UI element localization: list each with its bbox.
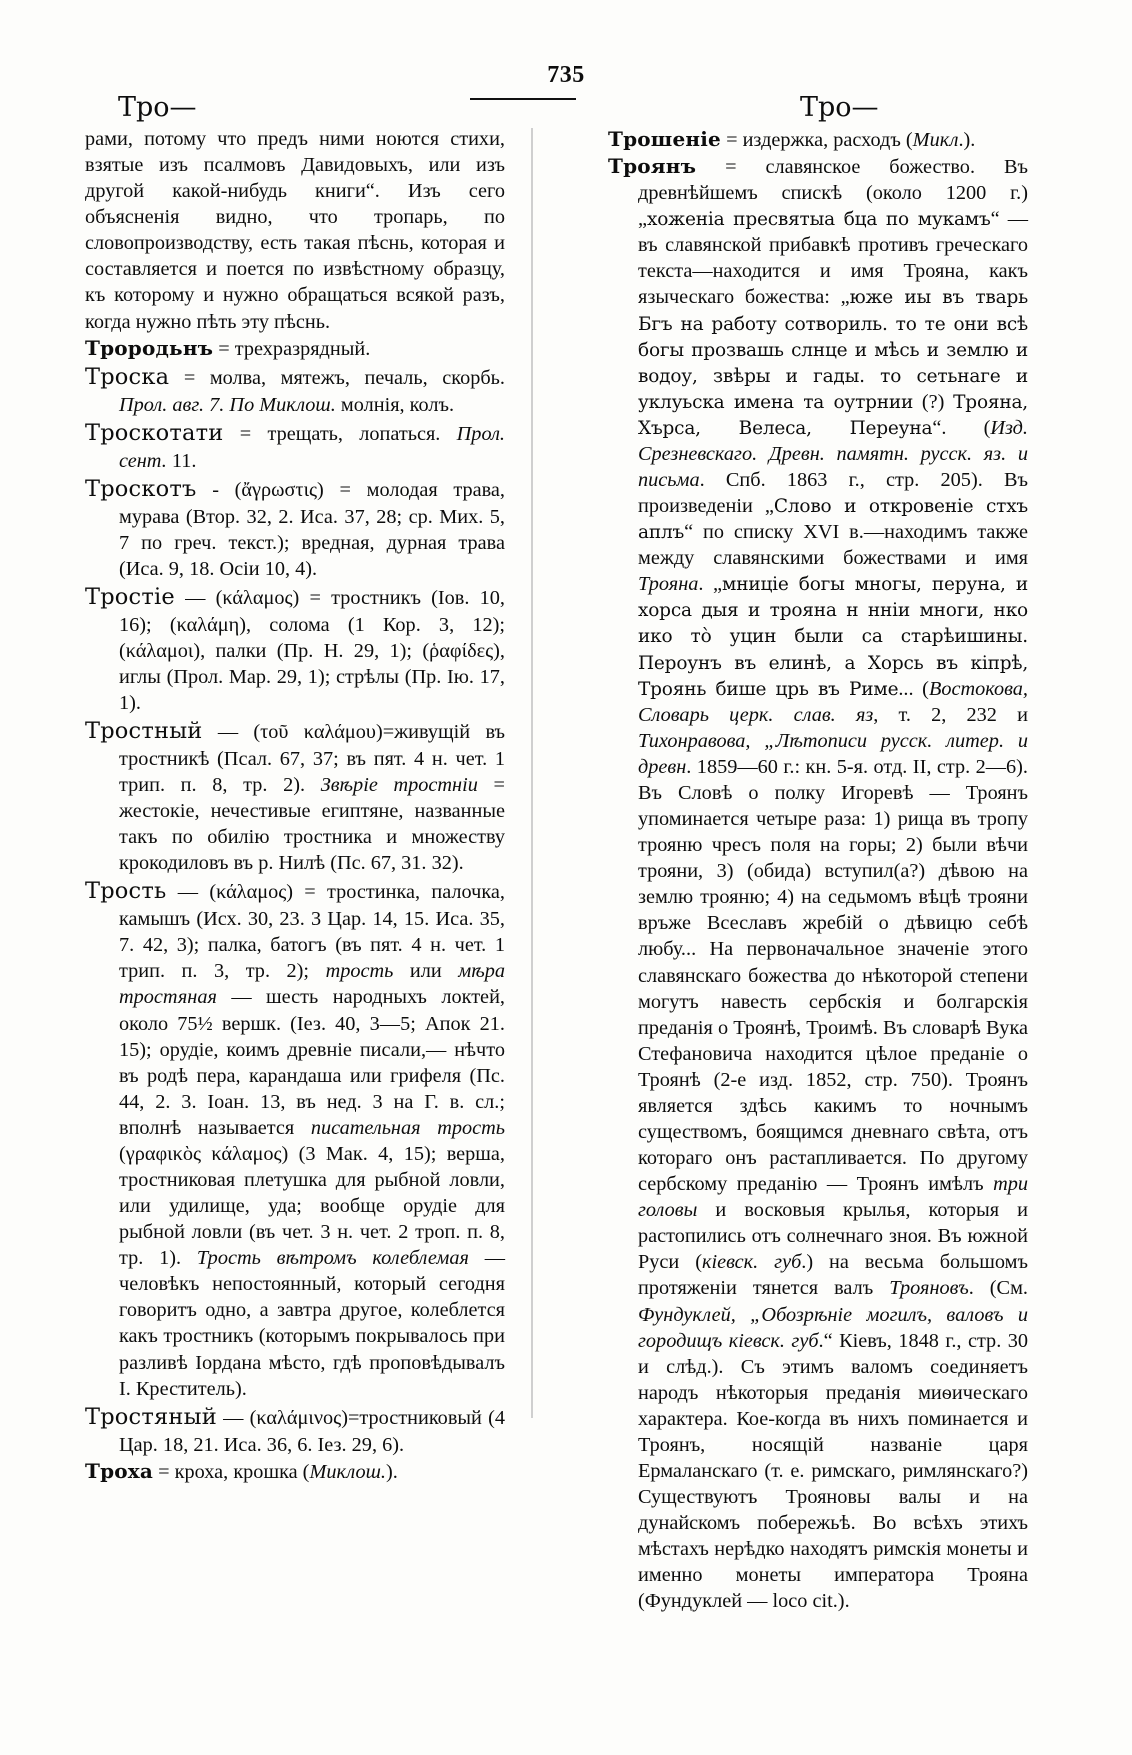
definition-tail: молнія, колъ. — [335, 393, 455, 416]
headword: Троскотъ — [85, 475, 197, 502]
left-column — [85, 126, 505, 1485]
mid-8: . 1859—60 г.: кн. 5-я. отд. II, стр. 2—6). Въ Словѣ о полку Игоревѣ — Троянъ упоминается четыре раза: 1) рища въ тропу трояню чресъ поля на горы; 2) были вѣчи трояни, 3) (обида) вступил(а?) дѣвою на землю трояню; 4) на седьмомъ вѣцѣ трояни връже Всеславъ жребій о дѣвицю себѣ любу... На первоначальное значеніе этого славянскаго божества до нѣкоторой степени могутъ навесть сербскія и болгарскія преданія о Троянѣ, Троимѣ. Въ словарѣ Вука Стефановича находится цѣлое преданіе о Троянѣ (2-е изд. 1852, стр. 750). Троянъ является здѣсь какимъ то ночнымъ существомъ, боящимся дневнаго свѣта, отъ котораго онъ растапливается. По другому сербскому преданію — Троянъ имѣлъ — [638, 755, 1028, 1196]
entry-troskot — [85, 475, 505, 582]
entry-trostny — [85, 717, 505, 876]
mid-4: “ по списку XVI в.—находимъ также между славянскими божествами и имя — [638, 521, 1028, 570]
definition-tail: ). — [386, 1460, 398, 1483]
entry-troskotati — [85, 419, 505, 474]
column-divider — [531, 128, 533, 1418]
headword: Тростіе — [85, 583, 175, 610]
headword: Троянъ — [608, 154, 697, 179]
definition-tail-1: — шесть народныхъ локтей, около 75½ вершк. (Іез. 40, 3—5; Апок 21. 15); орудіе, коимъ древніе писали,— нѣчто въ родѣ пера, карандаша или грифеля (Пс. 44, 2. 3. Іоан. 13, въ нед. 3 на Г. в. сл.; вполнѣ называется — [119, 986, 505, 1139]
slavonic-quote-2: юже иы въ тварь Бгъ на работу сотвориль. то те они всѣ богы прозвашь слнце и мѣсь и землю и водоу, звѣры и гады. то сетьнаге и уклуьска имена та оутрнии — [638, 287, 1028, 413]
citation: Миклош. — [309, 1460, 386, 1483]
mid-5: . „ — [698, 573, 723, 596]
mid-2: (?) — [913, 390, 954, 413]
definition-tail: . Спб. 1863 г., стр. 205). Въ произведеніи „ — [638, 469, 1028, 518]
headword: Трость — [85, 878, 167, 905]
headword: Трошеніе — [608, 127, 721, 151]
definition-tail-3: — человѣкъ непостоянный, который сегодня говоритъ одно, а завтра другое, колеблется какъ тростникъ (которымъ покрывалось при разливѣ Іордана мѣсто, гдѣ проповѣдывалъ І. Креститель). — [119, 1247, 505, 1400]
mid-9: и восковыя крылья, которыя и растопились отъ солнечнаго зноя. Въ южной Руси ( — [638, 1199, 1028, 1274]
citation: Прол. авг. 7. По Миклош. — [119, 393, 336, 416]
running-head-left: Тро— — [118, 92, 197, 123]
name-troyanov: Трояновъ — [889, 1277, 969, 1300]
mid-1: или — [393, 960, 459, 983]
header-rule — [470, 98, 576, 100]
entry-troshenie — [608, 127, 1028, 153]
definition: = кроха, крошка ( — [153, 1460, 310, 1483]
definition: — (κάλαμος) = тростинка, палочка, камышъ (Исх. 30, 23. 3 Цар. 14, 15. Иса. 35, 7. 42, 3); палка, батогъ (въ пят. 4 н. чет. 1 трип. п. 3, тр. 2); — [119, 881, 505, 983]
phrase-1: трость — [325, 960, 394, 983]
paragraph-continuation: рами, потому что предъ ними ноются стихи, взятые изъ псалмовъ Давидовыхъ, или изъ другой какой-нибудь книги“. Изъ сего объясненія видно, что тропарь, по словопроизводству, есть такая пѣснь, которая и составляется и поется по извѣстному образцу, къ которому и нужно обращаться всякой разъ, когда нужно пѣть эту пѣснь. — [85, 128, 505, 333]
mid-1: “ — въ славянской прибавкѣ противъ греческаго текста—находится и имя Трояна, какъ языческаго божества: „ — [638, 208, 1028, 309]
slavonic-quote-3: Трояна, Хърса, Велеса, Переуна — [638, 391, 1028, 439]
phrase-three-heads: три головы — [638, 1173, 1028, 1222]
mid-11: . (См. — [968, 1277, 1028, 1300]
definition: = трещать, лопаться. — [223, 422, 457, 445]
definition: — (κάλαμος) = тростникъ (Іов. 10, 16); (καλάμη), солома (1 Кор. 3, 12); (κάλαμοι), палки (Пр. Н. 29, 1); (ῥαφίδες), иглы (Прол. Мар. 29, 1); стрѣлы (Пр. Ію. 17, 1). — [119, 586, 505, 714]
slavonic-quote-1: хоженіа пресвятыа бца по мукамъ — [647, 209, 991, 231]
slavonic-quote-4: Слово и откровеніе стхъ аплъ — [638, 496, 1028, 544]
mid-7: , т. 2, 232 и — [873, 703, 1028, 726]
definition-tail: = жестокіе, нечестивые египтяне, названные такъ по обилію тростника и множеству крокодиловъ въ р. Нилѣ (Пс. 67, 31. 32). — [119, 774, 505, 875]
place-kievsk: кіевск. губ — [701, 1251, 802, 1274]
definition: = трехразрядный. — [213, 337, 371, 360]
definition: = славянское божество. Въ древнѣйшемъ спискѣ (около 1200 г.) „ — [638, 156, 1028, 231]
definition-tail-2: (γραφικὸς κάλαμος) (3 Мак. 4, 15); верша, тростниковая плетушка для рыбной ловли, или удилище, уда; вообще орудіе для рыбной ловли (въ чет. 3 н. чет. 2 троп. п. 8, тр. 1). — [119, 1142, 505, 1270]
definition: = издержка, расходъ ( — [721, 129, 913, 151]
definition: — (τοῦ καλάμου)=живущій въ тростникѣ (Псал. 67, 37; въ пят. 4 н. чет. 1 трип. п. 8, тр. 2). — [119, 721, 505, 797]
phrase-3: писательная трость — [310, 1116, 505, 1139]
definition: — (καλάμινος)=тростниковый (4 Цар. 18, 21. Иса. 36, 6. Іез. 29, 6). — [119, 1406, 505, 1456]
citation: Прол. сент. — [119, 422, 505, 472]
citation: Микл — [912, 129, 959, 151]
headword: Троскотати — [85, 419, 224, 446]
entry-trorodn — [85, 336, 505, 362]
headword: Тростный — [85, 718, 203, 745]
phrase: Звѣріе тростніи — [320, 774, 478, 797]
mid-10: .) на весьма большомъ протяженіи тянется валъ — [638, 1251, 1028, 1300]
mid-12: .“ Кіевъ, 1848 г., стр. 30 и слѣд.). Съ этимъ валомъ соединяетъ народъ нѣкоторыя преданія миѳическаго характера. Кое-когда въ нихъ поминается и Троянъ, носящій названіе царя Ермаланскаго (т. е. римскаго, римлянскаго?) Существуютъ Трояновы валы и на дунайскомъ побережьѣ. Во всѣхъ этихъ мѣстахъ нерѣдко находятъ римскія монеты и именно монеты императора Трояна (Фундуклей — loco cit.). — [638, 1329, 1028, 1613]
citation-1: Изд. Срезневскаго. Древн. памятн. русск. яз. и письма — [638, 416, 1028, 492]
page-number: 735 — [547, 62, 585, 88]
citation-3: Тихонравова, „Лѣтописи русск. литер. и древн — [638, 729, 1028, 778]
headword: Троха — [85, 1458, 154, 1483]
definition: - (ἄγρωστις) = молодая трава, мурава (Втор. 32, 2. Иса. 37, 28; ср. Мих. 5, 7 по греч. текст.); вредная, дурная трава (Иса. 9, 18. Осіи 10, 4). — [119, 478, 505, 580]
entry-trokha — [85, 1459, 505, 1485]
phrase-2: мѣра тростяная — [119, 960, 506, 1009]
mid-6: ... ( — [898, 677, 929, 700]
definition-tail: .). — [958, 129, 976, 151]
definition-tail: 11. — [166, 449, 197, 472]
mid-3: “. ( — [932, 416, 991, 439]
slavonic-quote-5: мниціе богы многы, перуна, и хорса дыя и трояна н нніи многи, нко ико тò уцин были са старѣишины. Пероунъ въ елинѣ, а Хорсь въ кіпрѣ, Троянь бише црь въ Риме — [638, 574, 1028, 700]
entry-trost — [85, 877, 505, 1401]
entry-trostyany — [85, 1403, 505, 1458]
phrase-4: Трость вѣтромъ колеблемая — [196, 1247, 469, 1270]
citation-2: Востокова, Словарь церк. слав. яз — [638, 677, 1028, 726]
headword: Троска — [85, 363, 170, 390]
headword: Трородьнъ — [85, 335, 214, 360]
entry-troska — [85, 363, 505, 418]
name-troyana: Трояна — [638, 573, 699, 596]
entry-trostie — [85, 583, 505, 716]
entry-troyan — [608, 154, 1028, 1614]
headword: Тростяный — [85, 1403, 217, 1430]
right-column — [608, 126, 1028, 1615]
citation-4: Фундуклей, „Обозрѣніе могилъ, валовъ и городищъ кіевск. губ — [638, 1303, 1028, 1352]
running-head-right: Тро— — [800, 92, 879, 123]
definition: = молва, мятежъ, печаль, скорбь. — [169, 366, 505, 389]
